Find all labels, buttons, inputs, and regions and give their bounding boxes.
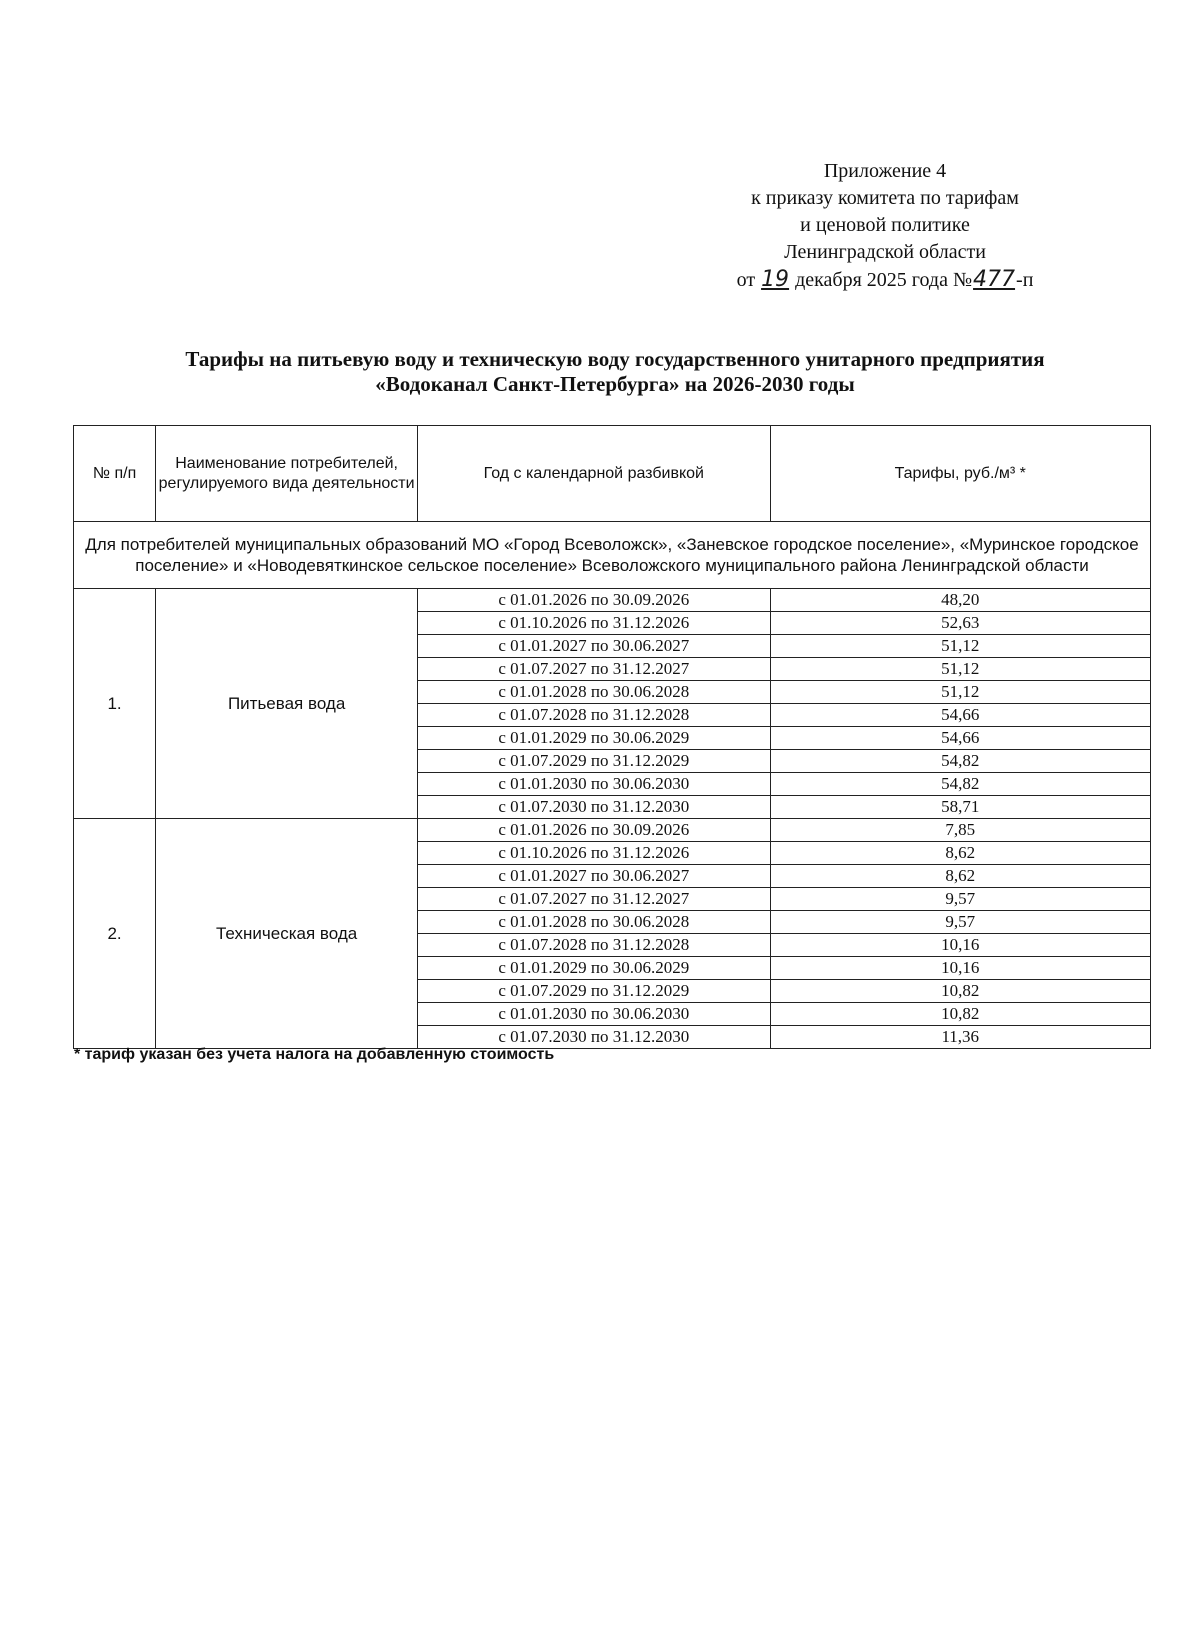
- header-period: Год с календарной разбивкой: [418, 426, 770, 522]
- period-cell: с 01.01.2029 по 30.06.2029: [418, 727, 770, 750]
- period-cell: с 01.01.2030 по 30.06.2030: [418, 1003, 770, 1026]
- tariff-value-cell: 48,20: [770, 589, 1151, 612]
- period-cell: с 01.01.2030 по 30.06.2030: [418, 773, 770, 796]
- appendix-date-line: [700, 266, 1070, 294]
- tariff-value-cell: 51,12: [770, 681, 1151, 704]
- section-number: 1.: [74, 589, 156, 819]
- consumer-group-row: [74, 522, 1151, 589]
- date-middle: декабря 2025 года №: [795, 269, 973, 291]
- period-cell: с 01.07.2030 по 31.12.2030: [418, 796, 770, 819]
- header-num: № п/п: [74, 426, 156, 522]
- tariff-value-cell: 52,63: [770, 612, 1151, 635]
- consumer-group-caption: Для потребителей муниципальных образований МО «Город Всеволожск», «Заневское городское поселение», «Муринское городское поселение» и «Новодевяткинское сельское поселение» Всеволожского муниципального района Ленинградской области: [74, 522, 1151, 589]
- period-cell: с 01.01.2026 по 30.09.2026: [418, 819, 770, 842]
- period-cell: с 01.07.2029 по 31.12.2029: [418, 980, 770, 1003]
- appendix-header: [700, 158, 1070, 294]
- tariff-value-cell: 10,82: [770, 1003, 1151, 1026]
- header-tariff: Тарифы, руб./м³ *: [770, 426, 1151, 522]
- appendix-line-1: Приложение 4: [823, 160, 947, 182]
- title-line-2: «Водоканал Санкт-Петербурга» на 2026-2030 годы: [375, 372, 855, 396]
- tariff-value-cell: 9,57: [770, 888, 1151, 911]
- footnote: * тариф указан без учета налога на добавленную стоимость: [74, 1046, 555, 1063]
- period-cell: с 01.07.2027 по 31.12.2027: [418, 888, 770, 911]
- number-suffix: -п: [1016, 269, 1034, 291]
- handwritten-day: 19: [761, 267, 790, 292]
- appendix-line-4: Ленинградской области: [784, 241, 986, 263]
- appendix-line-3: и ценовой политике: [800, 214, 970, 236]
- period-cell: с 01.01.2027 по 30.06.2027: [418, 635, 770, 658]
- period-cell: с 01.01.2026 по 30.09.2026: [418, 589, 770, 612]
- table-row: [74, 589, 1151, 612]
- period-cell: с 01.07.2029 по 31.12.2029: [418, 750, 770, 773]
- period-cell: с 01.10.2026 по 31.12.2026: [418, 842, 770, 865]
- tariff-value-cell: 9,57: [770, 911, 1151, 934]
- period-cell: с 01.07.2030 по 31.12.2030: [418, 1026, 770, 1049]
- tariff-value-cell: 51,12: [770, 658, 1151, 681]
- tariff-value-cell: 8,62: [770, 865, 1151, 888]
- period-cell: с 01.07.2028 по 31.12.2028: [418, 934, 770, 957]
- period-cell: с 01.01.2027 по 30.06.2027: [418, 865, 770, 888]
- period-cell: с 01.01.2028 по 30.06.2028: [418, 681, 770, 704]
- period-cell: с 01.01.2029 по 30.06.2029: [418, 957, 770, 980]
- period-cell: с 01.01.2028 по 30.06.2028: [418, 911, 770, 934]
- header-name: Наименование потребителей, регулируемого вида деятельности: [156, 426, 418, 522]
- period-cell: с 01.10.2026 по 31.12.2026: [418, 612, 770, 635]
- document-title: [80, 347, 1150, 397]
- section-name: Питьевая вода: [156, 589, 418, 819]
- title-line-1: Тарифы на питьевую воду и техническую воду государственного унитарного предприятия: [185, 347, 1045, 371]
- tariff-value-cell: 54,66: [770, 704, 1151, 727]
- tariff-value-cell: 10,16: [770, 934, 1151, 957]
- table-header-row: [74, 426, 1151, 522]
- section-number: 2.: [74, 819, 156, 1049]
- tariff-value-cell: 8,62: [770, 842, 1151, 865]
- tariff-value-cell: 54,66: [770, 727, 1151, 750]
- section-name: Техническая вода: [156, 819, 418, 1049]
- period-cell: с 01.07.2027 по 31.12.2027: [418, 658, 770, 681]
- tariff-value-cell: 54,82: [770, 773, 1151, 796]
- tariff-value-cell: 11,36: [770, 1026, 1151, 1049]
- tariff-value-cell: 58,71: [770, 796, 1151, 819]
- tariff-value-cell: 10,82: [770, 980, 1151, 1003]
- tariff-value-cell: 51,12: [770, 635, 1151, 658]
- tariff-value-cell: 7,85: [770, 819, 1151, 842]
- tariffs-table: [73, 425, 1151, 1049]
- table-row: [74, 819, 1151, 842]
- tariff-value-cell: 10,16: [770, 957, 1151, 980]
- appendix-line-2: к приказу комитета по тарифам: [751, 187, 1019, 209]
- period-cell: с 01.07.2028 по 31.12.2028: [418, 704, 770, 727]
- tariff-value-cell: 54,82: [770, 750, 1151, 773]
- date-prefix: от: [736, 269, 756, 291]
- handwritten-number: 477: [973, 267, 1016, 292]
